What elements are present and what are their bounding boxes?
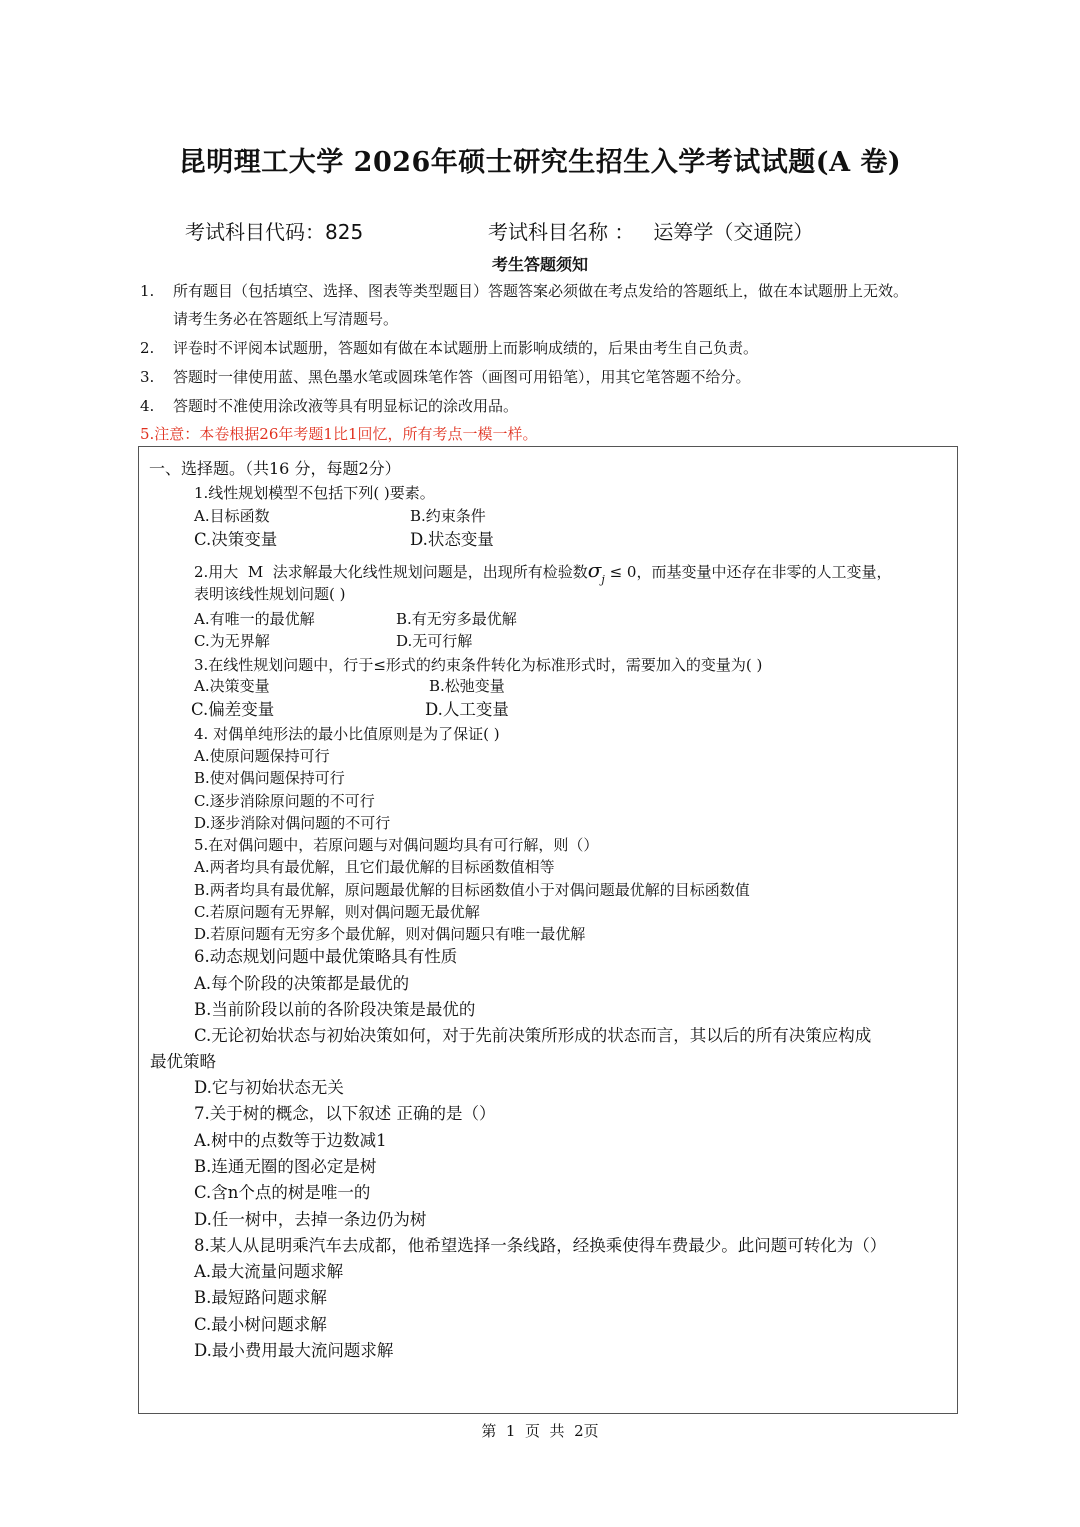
question-7-stem: 7.关于树的概念，以下叙述 正确的是（） (194, 1104, 496, 1123)
question-5-stem: 5.在对偶问题中，若原问题与对偶问题均具有可行解，则（） (194, 836, 599, 854)
notice-item-text: 所有题目（包括填空、选择、图表等类型题目）答题答案必须做在考点发给的答题纸上，做在本试题册上无效。 (173, 282, 909, 300)
page-footer: 第 1 页 共 2页 (481, 1422, 599, 1440)
question-6-stem: 6.动态规划问题中最优策略具有性质 (194, 947, 458, 966)
question-8-option-b: B.最短路问题求解 (194, 1288, 327, 1307)
question-8-option-d: D.最小费用最大流问题求解 (194, 1341, 394, 1360)
section-heading: 一、选择题。（共16 分，每题2分） (149, 459, 401, 478)
exam-title: 昆明理工大学 2026年硕士研究生招生入学考试试题(A 卷) (178, 147, 902, 178)
notice-item-number: 1. (140, 282, 155, 300)
question-5-option-a: A.两者均具有最优解，且它们最优解的目标函数值相等 (194, 858, 555, 876)
question-7-option-d: D.任一树中，去掉一条边仍为树 (194, 1210, 427, 1229)
notice-item-number: 3. (140, 368, 155, 386)
question-3-option-d: D.人工变量 (425, 700, 509, 719)
question-1-option-c: C.决策变量 (194, 530, 278, 549)
notice-item-1-line-2: 请考生务必在答题纸上写清题号。 (173, 310, 399, 328)
question-3-option-c: C.偏差变量 (191, 700, 275, 719)
question-7-option-a: A.树中的点数等于边数减1 (194, 1131, 387, 1150)
question-5-option-c: C.若原问题有无界解，则对偶问题无最优解 (194, 903, 480, 921)
question-1-option-b: B.约束条件 (410, 507, 486, 525)
question-2-option-c: C.为无界解 (194, 632, 270, 650)
question-1-option-a: A.目标函数 (194, 507, 270, 525)
question-2-stem-part-2: ≤ 0，而基变量中还存在非零的人工变量， (604, 563, 892, 581)
question-7-option-b: B.连通无圈的图必定是树 (194, 1157, 377, 1176)
question-8-option-c: C.最小树问题求解 (194, 1315, 327, 1334)
question-8-option-a: A.最大流量问题求解 (194, 1262, 344, 1281)
question-3-option-a: A.决策变量 (194, 677, 270, 695)
question-6-option-c: C.无论初始状态与初始决策如何，对于先前决策所形成的状态而言，其以后的所有决策应构成 (194, 1026, 872, 1045)
notice-heading: 考生答题须知 (491, 255, 588, 274)
question-3-stem: 3.在线性规划问题中，行于≤形式的约束条件转化为标准形式时，需要加入的变量为( ) (194, 656, 763, 674)
question-2-option-a: A.有唯一的最优解 (194, 610, 315, 628)
question-7-option-c: C.含n个点的树是唯一的 (194, 1183, 371, 1202)
question-4-option-c: C.逐步消除原问题的不可行 (194, 792, 375, 810)
question-1-stem: 1.线性规划模型不包括下列( )要素。 (194, 484, 435, 502)
sigma-symbol: σ (587, 558, 602, 582)
question-1-option-d: D.状态变量 (410, 530, 494, 549)
question-5-option-b: B.两者均具有最优解，原问题最优解的目标函数值小于对偶问题最优解的目标函数值 (194, 881, 750, 899)
notice-item-number: 4. (140, 397, 155, 415)
question-6-option-a: A.每个阶段的决策都是最优的 (194, 974, 410, 993)
notice-item-text: 答题时一律使用蓝、黑色墨水笔或圆珠笔作答（画图可用铅笔），用其它笔答题不给分。 (173, 368, 751, 386)
subject-code: 考试科目代码：825 (185, 220, 364, 244)
question-4-option-b: B.使对偶问题保持可行 (194, 769, 345, 787)
question-2-option-b: B.有无穷多最优解 (396, 610, 517, 628)
question-2-stem (194, 560, 891, 584)
question-6-option-c-line-2: 最优策略 (150, 1052, 216, 1071)
question-2-stem-line-2: 表明该线性规划问题( ) (194, 585, 346, 603)
recall-note: 5.注意：本卷根据26年考题1比1回忆，所有考点一模一样。 (140, 425, 538, 443)
question-4-option-a: A.使原问题保持可行 (194, 747, 330, 765)
question-3-option-b: B.松弛变量 (429, 677, 505, 695)
question-4-stem: 4. 对偶单纯形法的最小比值原则是为了保证( ) (194, 725, 500, 743)
subject-name: 考试科目名称 ： 运筹学（交通院） (488, 220, 814, 244)
question-box (138, 446, 958, 1414)
question-8-stem: 8.某人从昆明乘汽车去成都，他希望选择一条线路，经换乘使得车费最少。此问题可转化为（） (194, 1236, 887, 1255)
question-2-stem-part-1: 2.用大 M 法求解最大化线性规划问题是，出现所有检验数 (194, 563, 588, 581)
question-2-option-d: D.无可行解 (396, 632, 473, 650)
notice-item-number: 2. (140, 339, 155, 357)
question-4-option-d: D.逐步消除对偶问题的不可行 (194, 814, 391, 832)
question-6-option-d: D.它与初始状态无关 (194, 1078, 344, 1097)
question-6-option-b: B.当前阶段以前的各阶段决策是最优的 (194, 1000, 476, 1019)
notice-item-text: 评卷时不评阅本试题册，答题如有做在本试题册上而影响成绩的，后果由考生自己负责。 (173, 339, 759, 357)
question-5-option-d: D.若原问题有无穷多个最优解，则对偶问题只有唯一最优解 (194, 925, 586, 943)
sigma-subscript: j (601, 573, 605, 586)
notice-item-text: 答题时不准使用涂改液等具有明显标记的涂改用品。 (173, 397, 519, 415)
